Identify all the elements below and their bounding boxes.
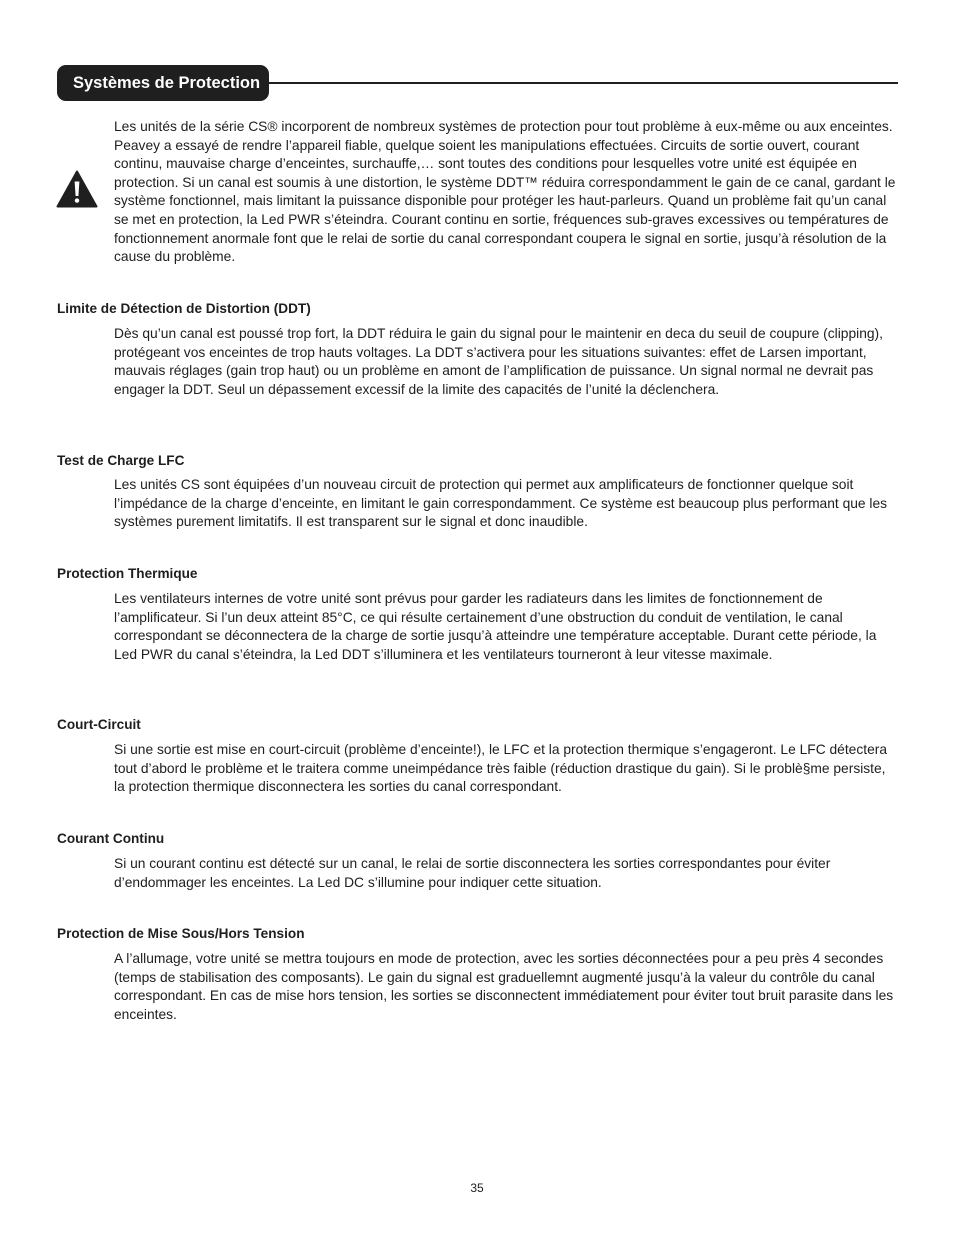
section-title-dc: Courant Continu bbox=[57, 831, 165, 846]
header-rule bbox=[269, 82, 898, 84]
section-header bbox=[57, 65, 898, 101]
section-header-title: Systèmes de Protection bbox=[57, 65, 269, 101]
section-title-short-circuit: Court-Circuit bbox=[57, 717, 141, 732]
section-paragraph: Si un courant continu est détecté sur un canal, le relai de sortie disconnectera les sorties correspondantes pour éviter d’endommager les enceintes. La Led DC s’illumine pour indiquer cette situation. bbox=[114, 856, 831, 890]
section-paragraph: Dès qu’un canal est poussé trop fort, la DDT réduira le gain du signal pour le maintenir en deca du seuil de coupure (clipping), protégeant vos enceintes de trop hauts voltages. La DDT s’activera pour les situations suivantes: effet de Larsen important, mauvais réglages (gain trop haut) ou un problème en amont de l’amplification de puissance. Un signal normal ne devrait pas engager la DDT. Seul un dépassement excessif de la limite des capacités de l’unité la déclenchera. bbox=[114, 326, 883, 397]
section-body-power-on-off bbox=[114, 950, 898, 1024]
section-body-thermal bbox=[114, 590, 898, 664]
section-body-short-circuit bbox=[114, 741, 898, 797]
section-paragraph: Si une sortie est mise en court-circuit (problème d’enceinte!), le LFC et la protection thermique s’engageront. Le LFC détectera tout d’abord le problème et le traitera comme uneimpédance très faible (réduction drastique du gain). Si le problè§me persiste, la protection thermique disconnectera les sorties du canal correspondant. bbox=[114, 742, 888, 795]
page-number: 35 bbox=[470, 1181, 484, 1195]
intro-paragraph: Les unités de la série CS® incorporent de nombreux systèmes de protection pour tout problème à eux-même ou aux enceintes. Peavey a essayé de rendre l’appareil fiable, quelque soient les manipulations effectuées. Circuits de sortie ouvert, courant continu, mauvaise charge d’enceintes, surchauffe,… sont toutes des conditions pour lesquelles votre unité est équipée en protection. Si un canal est soumis à une distortion, le système DDT™ réduira correspondamment le gain de ce canal, gardant le système fonctionnel, mais limitant la puissance disponible pour protéger les haut-parleurs. Quand un problème fait qu’un canal se met en protection, la Led PWR s’éteindra. Courant continu en sortie, fréquences sub-graves excessives ou températures de fonctionnement anormale font que le relai de sortie du canal correspondant coupera le signal en sortie, jusqu’à résolution de la cause du problème. bbox=[114, 119, 896, 265]
section-title-lfc: Test de Charge LFC bbox=[57, 453, 185, 468]
section-body-lfc bbox=[114, 476, 898, 532]
warning-triangle-icon bbox=[56, 170, 98, 208]
intro-block bbox=[114, 118, 898, 267]
section-paragraph: A l’allumage, votre unité se mettra toujours en mode de protection, avec les sorties déconnectées pour a peu près 4 secondes (temps de stabilisation des composants). Le gain du signal est graduellemnt augmenté jusqu’à la valeur du contrôle du canal correspondant. En cas de mise hors tension, les sorties se disconnectent immédiatement pour éviter tout bruit parasite dans les enceintes. bbox=[114, 951, 894, 1022]
section-paragraph: Les ventilateurs internes de votre unité sont prévus pour garder les radiateurs dans les limites de fonctionnement de l’amplificateur. Si l’un deux atteint 85°C, ce qui résulte certainement d’une obstruction du conduit de ventilation, le canal correspondant se déconnectera de la charge de sortie jusqu’à atteindre une température acceptable. Durant cette période, la Led PWR du canal s’éteindra, la Led DDT s’illuminera et les ventilateurs tourneront à leur vitesse maximale. bbox=[114, 591, 877, 662]
section-title-thermal: Protection Thermique bbox=[57, 566, 198, 581]
section-title-power-on-off: Protection de Mise Sous/Hors Tension bbox=[57, 926, 305, 941]
section-title-ddt: Limite de Détection de Distortion (DDT) bbox=[57, 301, 311, 316]
section-paragraph: Les unités CS sont équipées d’un nouveau circuit de protection qui permet aux amplificateurs de fonctionner quelque soit l’impédance de la charge d’enceinte, en limitant le gain correspondamment. Ce système est beaucoup plus performant que les systèmes purement limitatifs. Il est transparent sur le signal et donc inaudible. bbox=[114, 477, 888, 530]
section-body-dc bbox=[114, 855, 898, 892]
section-body-ddt bbox=[114, 325, 898, 399]
